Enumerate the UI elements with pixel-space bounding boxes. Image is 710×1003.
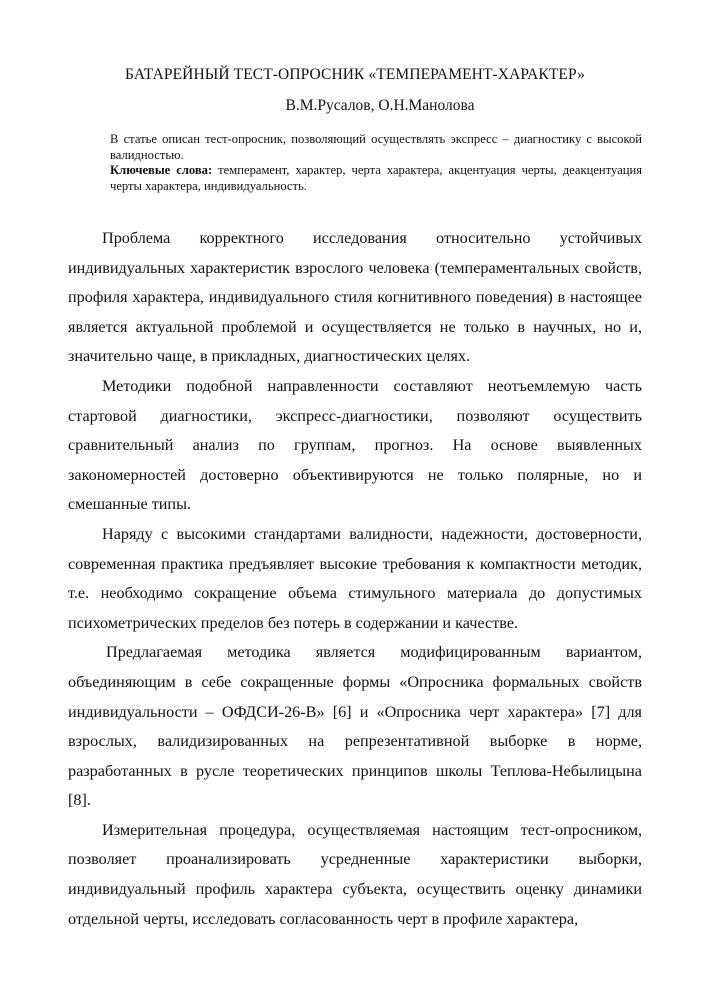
article-authors: В.М.Русалов, О.Н.Манолова <box>285 97 475 114</box>
keywords-label: Ключевые слова: <box>110 163 213 177</box>
keywords-line <box>110 163 642 194</box>
body-paragraph: Проблема корректного исследования относительно устойчивых индивидуальных характеристик взрослого человека (темпераментальных свойств, профиля характера, индивидуального стиля когнитивного поведения) в настоящее является актуальной проблемой и осуществляется не только в научных, но и, значительно чаще, в прикладных, диагностических целях. <box>68 229 642 366</box>
body-paragraph: Предлагаемая методика является модифицированным вариантом, объединяющим в себе сокращенные формы «Опросника формальных свойств индивидуальности – ОФДСИ-26-В» [6] и «Опросника черт характера» [7] для взрослых, валидизированных на репрезентативной выборке в норме, разработанных в русле теоретических принципов школы Теплова-Небылицына [8]. <box>68 643 642 810</box>
keywords-text: темперамент, характер, черта характера, акцентуация черты, деакцентуация черты характера, индивидуальность. <box>110 163 642 193</box>
article-title: БАТАРЕЙНЫЙ ТЕСТ-ОПРОСНИК «ТЕМПЕРАМЕНТ-ХАРАКТЕР» <box>125 66 585 83</box>
body-paragraph: Наряду с высокими стандартами валидности, надежности, достоверности, современная практика предъявляет высокие требования к компактности методик, т.е. необходимо сокращение объема стимульного материала до допустимых психометрических пределов без потерь в содержании и качестве. <box>68 524 642 632</box>
abstract-block <box>110 132 642 194</box>
article-body <box>68 224 642 934</box>
abstract-summary: В статье описан тест-опросник, позволяющий осуществлять экспресс – диагностику с высокой валидностью. <box>110 132 642 162</box>
body-paragraph: Методики подобной направленности составляют неотъемлемую часть стартовой диагностики, экспресс-диагностики, позволяют осуществить сравнительный анализ по группам, прогноз. На основе выявленных закономерностей достоверно объективируются не только полярные, но и смешанные типы. <box>68 376 642 514</box>
body-paragraph: Измерительная процедура, осуществляемая настоящим тест-опросником, позволяет проанализировать усредненные характеристики выборки, индивидуальный профиль характера субъекта, осуществить оценку динамики отдельной черты, исследовать согласованность черт в профиле характера, <box>68 820 642 928</box>
